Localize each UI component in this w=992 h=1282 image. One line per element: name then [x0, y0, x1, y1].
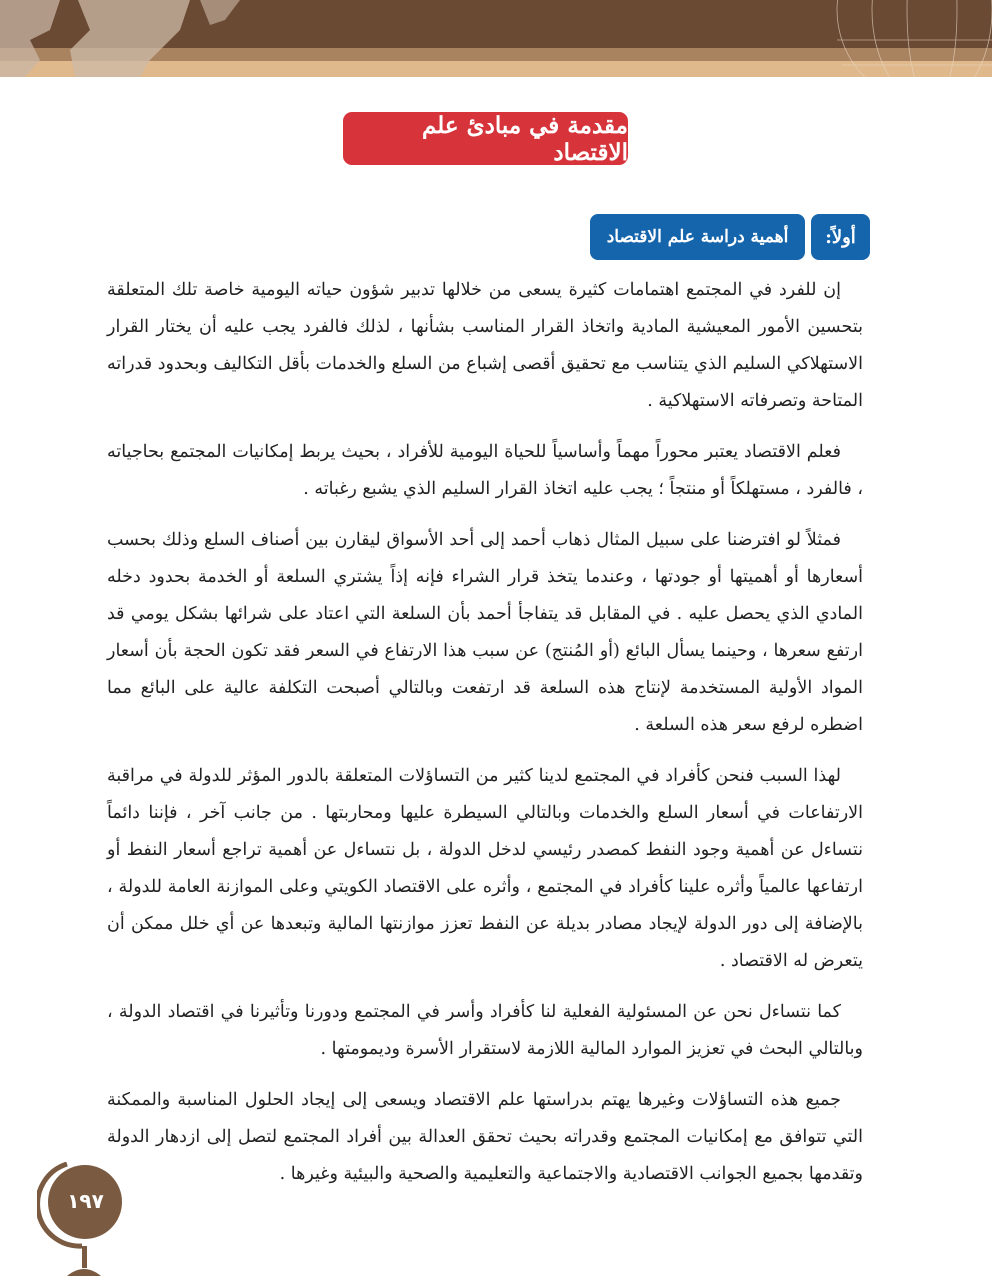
chapter-title: مقدمة في مبادئ علم الاقتصاد: [343, 112, 628, 165]
body-text: [107, 272, 863, 1207]
globe-grid-icon: [792, 0, 992, 77]
paragraph: إن للفرد في المجتمع اهتمامات كثيرة يسعى من خلالها تدبير شؤون حياته اليومية خاصة تلك المتعلقة بتحسين الأمور المعيشية المادية واتخاذ القرار المناسب بشأنها ، لذلك فالفرد يجب عليه أن يختار القرار الاستهلاكي السليم الذي يتناسب مع تحقيق أقصى إشباع من السلع والخدمات بأقل التكاليف وبحدود قدراته المتاحة وتصرفاته الاستهلاكية .: [107, 280, 863, 411]
page-number: ١٩٧: [67, 1188, 104, 1213]
paragraph: فمثلاً لو افترضنا على سبيل المثال ذهاب أحمد إلى أحد الأسواق ليقارن بين أصناف السلع وذلك بحسب أسعارها أو أهميتها أو جودتها ، وعندما يتخذ قرار الشراء فإنه إذاً يشتري السلعة أو الخدمة بحدود دخله المادي الذي يحصل عليه . في المقابل قد يتفاجأ أحمد بأن السلعة التي اعتاد على شرائها بشكل يومي قد ارتفع سعرها ، وحينما يسأل البائع (أو المُنتج) عن سبب هذا الارتفاع في السعر فقد تكون الحجة بأن أسعار المواد الأولية المستخدمة لإنتاج هذه السلعة قد ارتفعت وبالتالي أصبحت التكلفة عالية على البائع مما اضطره لرفع سعر هذه السلعة .: [107, 530, 863, 735]
paragraph: جميع هذه التساؤلات وغيرها يهتم بدراستها علم الاقتصاد ويسعى إلى إيجاد الحلول المناسبة والممكنة التي تتوافق مع إمكانيات المجتمع وقدراته بحيث تحقق العدالة بين أفراد المجتمع لتصل إلى ازدهار الدولة وتقدمها بجميع الجوانب الاقتصادية والاجتماعية والتعليمية والصحية والبيئية وغيرها .: [107, 1090, 863, 1184]
section-title: أهمية دراسة علم الاقتصاد: [590, 214, 805, 260]
paragraph: لهذا السبب فنحن كأفراد في المجتمع لدينا كثير من التساؤلات المتعلقة بالدور المؤثر للدولة في مراقبة الارتفاعات في أسعار السلع والخدمات وبالتالي السيطرة عليها ومحاربتها . من جانب آخر ، فإننا دائماً نتساءل عن أهمية وجود النفط كمصدر رئيسي لدخل الدولة ، بل نتساءل عن أهمية تراجع أسعار النفط أو ارتفاعها عالمياً وأثره علينا كأفراد في المجتمع ، وأثره على الاقتصاد الكويتي وعلى الموازنة العامة للدولة ، بالإضافة إلى دور الدولة لإيجاد مصادر بديلة عن النفط تعزز موازنتها المالية وتبعدها عن أي خلل ممكن أن يتعرض له الاقتصاد .: [107, 766, 863, 971]
header-banner: [0, 0, 992, 77]
page-number-globe: [37, 1162, 122, 1247]
world-map-icon: [0, 0, 420, 77]
paragraph: كما نتساءل نحن عن المسئولية الفعلية لنا كأفراد وأسر في المجتمع ودورنا وتأثيرنا في اقتصاد الدولة ، وبالتالي البحث في تعزيز الموارد المالية اللازمة لاستقرار الأسرة وديمومتها .: [107, 1002, 863, 1059]
paragraph: فعلم الاقتصاد يعتبر محوراً مهماً وأساسياً للحياة اليومية للأفراد ، بحيث يربط إمكانيات المجتمع بحاجياته ، فالفرد ، مستهلكاً أو منتجاً ؛ يجب عليه اتخاذ القرار السليم الذي يشبع رغباته .: [107, 442, 863, 499]
section-number: أولاً:: [811, 214, 870, 260]
